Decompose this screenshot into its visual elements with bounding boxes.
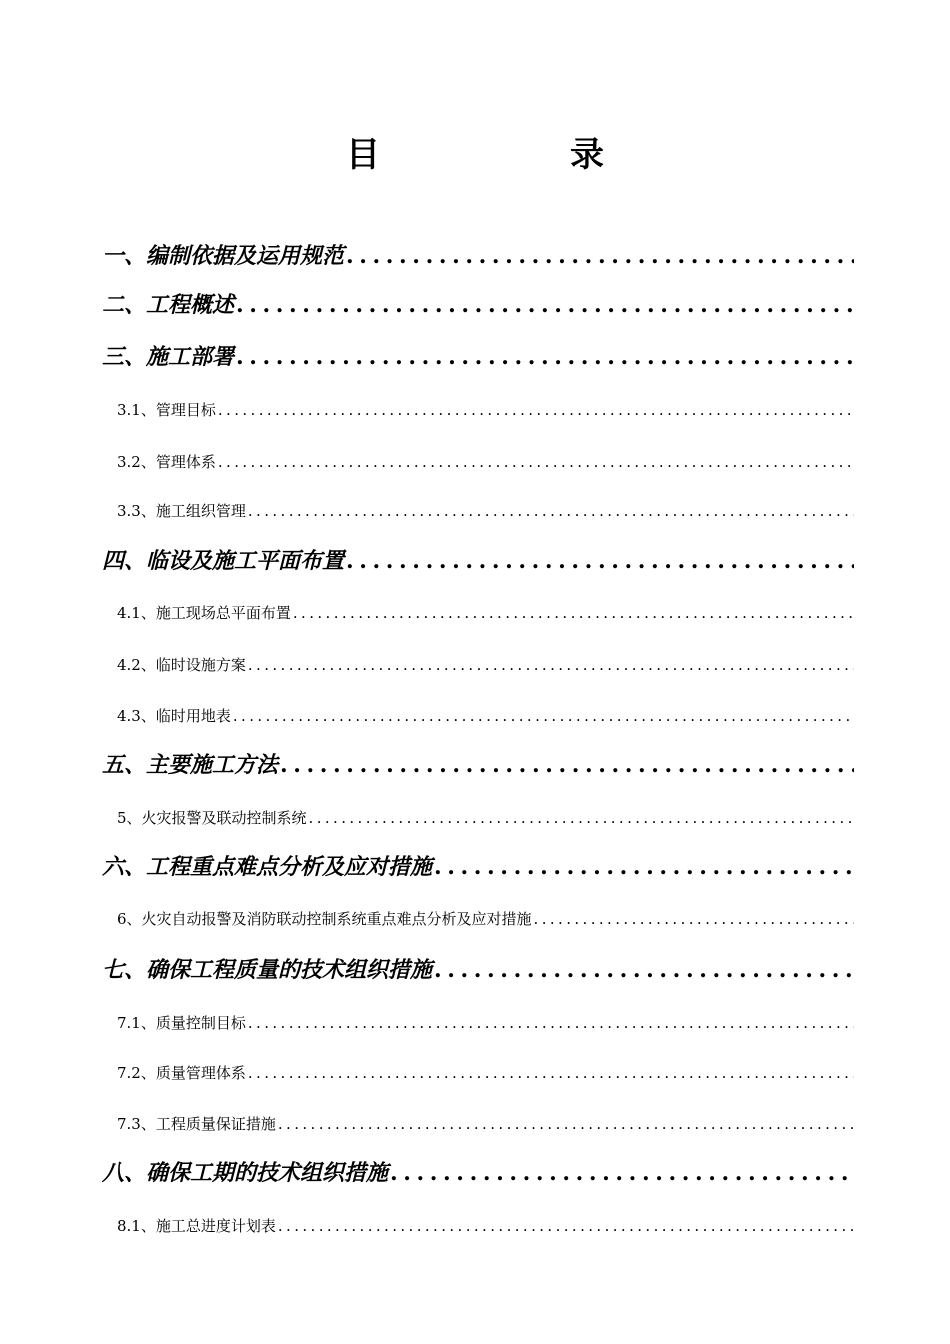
toc-entry[interactable]	[102, 850, 854, 884]
toc-entry[interactable]	[117, 498, 854, 524]
toc-dot-leader	[293, 600, 854, 626]
toc-entry-text: 八、确保工期的技术组织措施	[102, 1160, 389, 1186]
toc-entry-text: 3.1、管理目标	[117, 401, 216, 419]
toc-dot-leader	[236, 288, 854, 322]
toc-entry-text: 3.3、施工组织管理	[117, 502, 246, 520]
toc-entry-text: 六、工程重点难点分析及应对措施	[102, 854, 433, 880]
toc-entry[interactable]	[117, 600, 854, 626]
toc-dot-leader	[278, 1213, 854, 1239]
toc-entry[interactable]	[117, 652, 854, 678]
toc-dot-leader	[248, 1060, 854, 1086]
toc-entry-text: 5、火灾报警及联动控制系统	[117, 809, 307, 827]
toc-entry-text: 4.1、施工现场总平面布置	[117, 604, 291, 622]
toc-entry[interactable]	[117, 805, 854, 831]
toc-entry-text: 一、编制依据及运用规范	[102, 243, 345, 269]
toc-dot-leader	[218, 449, 854, 475]
toc-dot-leader	[346, 544, 854, 578]
toc-entry[interactable]	[117, 703, 854, 729]
toc-dot-leader	[390, 1156, 854, 1190]
toc-entry-text: 五、主要施工方法	[102, 752, 279, 778]
toc-entry-text: 7.1、质量控制目标	[117, 1014, 246, 1032]
toc-entry-text: 7.3、工程质量保证措施	[117, 1115, 276, 1133]
toc-entry[interactable]	[102, 953, 854, 987]
toc-dot-leader	[248, 1010, 854, 1036]
toc-entry[interactable]	[117, 449, 854, 475]
toc-entry-text: 3.2、管理体系	[117, 453, 216, 471]
toc-dot-leader	[278, 1111, 854, 1137]
toc-entry[interactable]	[102, 288, 854, 322]
toc-entry[interactable]	[102, 239, 854, 273]
toc-dot-leader	[236, 340, 854, 374]
toc-dot-leader	[218, 397, 854, 423]
toc-entry[interactable]	[117, 1010, 854, 1036]
toc-dot-leader	[248, 498, 854, 524]
toc-dot-leader	[434, 850, 854, 884]
toc-dot-leader	[534, 906, 854, 932]
toc-entry-text: 7.2、质量管理体系	[117, 1064, 246, 1082]
toc-title: 目 录	[346, 135, 682, 175]
toc-entry-text: 二、工程概述	[102, 292, 235, 318]
toc-entry[interactable]	[102, 544, 854, 578]
toc-dot-leader	[280, 748, 854, 782]
toc-entry[interactable]	[117, 1111, 854, 1137]
toc-entry[interactable]	[102, 340, 854, 374]
toc-entry-text: 4.2、临时设施方案	[117, 656, 246, 674]
toc-entry[interactable]	[102, 1156, 854, 1190]
toc-dot-leader	[233, 703, 854, 729]
toc-entry[interactable]	[102, 748, 854, 782]
toc-dot-leader	[346, 239, 854, 273]
toc-entry[interactable]	[117, 906, 854, 932]
toc-entry[interactable]	[117, 1213, 854, 1239]
toc-entry[interactable]	[117, 1060, 854, 1086]
toc-dot-leader	[248, 652, 854, 678]
toc-entry-text: 三、施工部署	[102, 344, 235, 370]
toc-dot-leader	[434, 953, 854, 987]
toc-entry-text: 七、确保工程质量的技术组织措施	[102, 957, 433, 983]
toc-entry-text: 4.3、临时用地表	[117, 707, 231, 725]
toc-entry-text: 6、火灾自动报警及消防联动控制系统重点难点分析及应对措施	[117, 910, 532, 928]
toc-entry-text: 四、临设及施工平面布置	[102, 548, 345, 574]
toc-dot-leader	[309, 805, 854, 831]
toc-entry-text: 8.1、施工总进度计划表	[117, 1217, 276, 1235]
toc-entry[interactable]	[117, 397, 854, 423]
